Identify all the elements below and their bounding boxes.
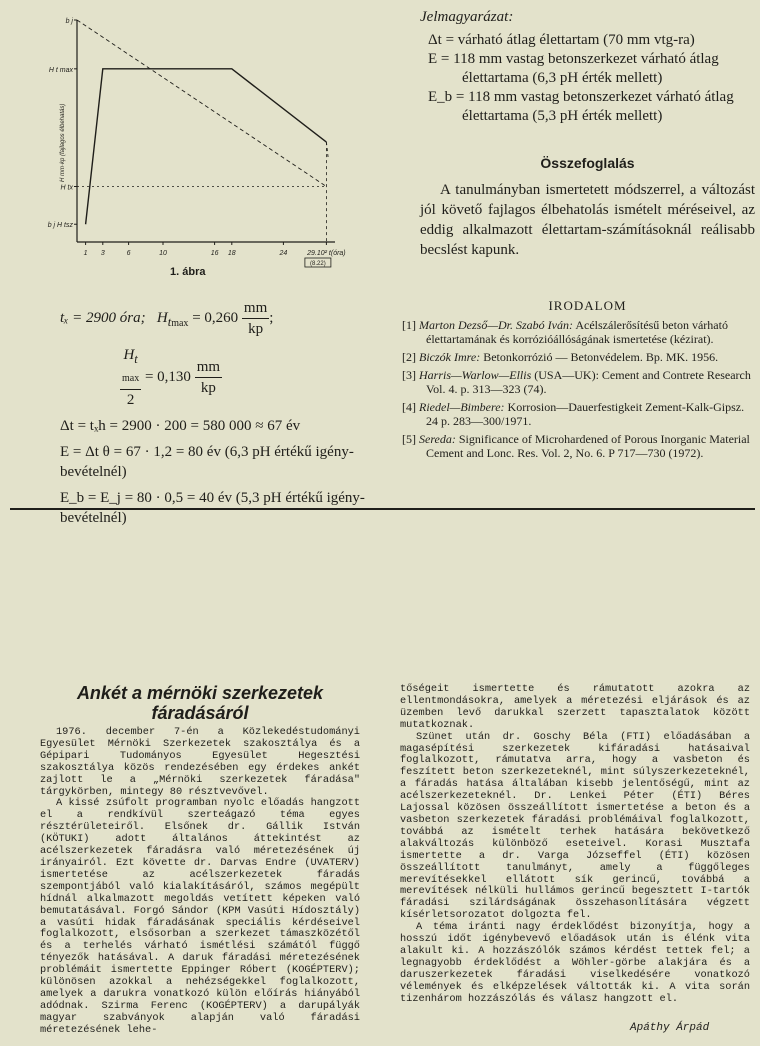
article-paragraph: Szünet után dr. Goschy Béla (FTI) előadásában a magasépítési szerkezetek kifáradási hatásaival foglalkozott, rámutatva arra, hogy a vasbeton és feszített beton szerkezeteknél, mint súlyszerkezeteknél, a fáradás hatása általában kisebb jelentőségű, mint az acélszerkezeteknél. Dr. Lenkei Péter (ÉTI) Béres Lajossal közösen összeállított ismertetése a beton és a vasbeton szerkezetek fáradási problémáival foglalkozott, továbbá az ismételt terhek hatására bekövetkező alakváltozás különböző eseteivel. Korasi Musztafa ismertette a dr. Varga Józseffel (ÉTI) közösen összeállított tanulmányt, amely a függőleges merevítésekkel ellátott sík gerincű, továbbá a merevítések nélküli hullámos gerincű begesztett I-tartók fáradási szilárdságának összehasonlítására végzett kísérletsorozatot dolgozta fel.: [400, 730, 750, 922]
article-paragraph: 1976. december 7-én a Közlekedéstudományi Egyesület Mérnöki Szerkezetek szakosztálya és a Gépipari Tudományos Egyesület Hegesztési szakosztálya közös rendezésében egy érdekes ankét zajlott le a „Mérnöki szerkezetek fáradása" tárgykörben, mintegy 80 résztvevővel.: [40, 726, 360, 798]
unit-den-2: kp: [200, 380, 216, 396]
formula-line-2: [60, 345, 400, 410]
x-tick-label: 1: [83, 250, 88, 257]
article-author: Apáthy Árpád: [630, 1022, 710, 1034]
reference-item: [2] Biczók Imre: Betonkorrózió — Betonvédelem. Bp. MK. 1956.: [402, 350, 719, 364]
references-title: IRODALOM: [548, 298, 627, 313]
h-subsub: max: [171, 317, 189, 329]
article-column-1: [40, 727, 360, 1037]
solid-series-line: [86, 69, 327, 224]
legend-title: Jelmagyarázat:: [420, 9, 514, 25]
legend: [420, 8, 755, 126]
x-tick-label: 10: [159, 250, 167, 257]
article-title: Ankét a mérnöki szerkezetek fáradásáról: [76, 683, 324, 723]
x-tick-label: 29.10² t(óra): [307, 250, 346, 257]
x-tick-label: 3: [100, 250, 105, 257]
semicolon: ;: [269, 309, 274, 326]
y-tick-label: b j H tsz: [47, 222, 73, 230]
summary-title: Összefoglalás: [540, 155, 635, 171]
formula-line-5: E_b = E_j = 80 · 0,5 = 40 év (5,3 pH értékű igény-bevételnél): [60, 490, 365, 526]
x-tick-label: 16: [210, 250, 219, 257]
legend-item: E = 118 mm vastag betonszerkezet várható átlag élettartama (6,3 pH érték mellett): [428, 51, 719, 86]
stamp-text: (8.22): [310, 261, 326, 267]
legend-item: E_b = 118 mm vastag betonszerkezet várható átlag élettartama (5,3 pH érték mellett): [428, 89, 734, 124]
section-divider: [10, 508, 755, 510]
article-paragraph: A kissé zsúfolt programban nyolc előadás hangzott el a rendkívül szerteágazó téma egyes résztérületeiről. Elsőnek dr. Gállik István (KÖTUKI) adott általános áttekintést az acélszerkezetek fáradásra való méretezésének új irányairól. Ezt követte dr. Darvas Endre (UVATERV) ismertetése az acélszerkezetek fáradás szempontjából való kialakításáról, számos megépült hídnál alkalmazott megoldás vetített képeken való bemutatásával. Forgó Sándor (KPM Vasúti Hídosztály) a vasúti hidak fáradásának speciális kérdéseivel foglalkozott, elsősorban a szerkezet támaszközétől és a terhelés várható ismétlési számától függő tényezők hatásával. A daruk fáradási méretezésének problémáit ismertette Eppinger Róbert (KOGÉPTERV); különösen azokkal a nehézségekkel foglalkozott, amelyek a darukra vonatkozó külön előírás hiányából adódnak. Szirma Ferenc (KOGÉPTERV) a darupályák magyar szabványok alapján való fáradási méretezésének lehe-: [40, 797, 360, 1036]
denominator-two: 2: [126, 392, 135, 408]
y-tick-label: H tx: [60, 184, 73, 192]
unit-num: mm: [242, 298, 269, 319]
y-tick-label: H t max: [48, 66, 73, 74]
summary-text: A tanulmányban ismertetett módszerrel, a változást jól követő fajlagos élbehatolás ismételt méréseivel, az eddig alkalmazott élettartam-számításoknál reálisabb becslést kapunk.: [420, 182, 755, 258]
reference-item: [5] Sereda: Significance of Microhardened of Porous Inorganic Material Cement and Lonc. Res. Vol. 2, No. 6. P 717—730 (1972).: [402, 432, 750, 460]
h-symbol-2: H: [123, 347, 135, 363]
references-list: [402, 318, 752, 464]
formula-block: [60, 298, 400, 534]
h-symbol: H: [156, 309, 168, 326]
article-paragraph: A téma iránti nagy érdeklődést bizonyítja, hogy a hosszú időt igénybevevő előadások után is élénk vita alakult ki. A hozzászólók számos kérdést tettek fel; a legnagyobb érdeklődést a Wöhler-görbe alakjára és a daruszerkezetek fáradási viselkedésére vonatkozó vélemények és elképzelések váltották ki. A vita során tizenhárom hozzászólás és válasz hangzott el.: [400, 921, 750, 1005]
reference-item: [3] Harris—Warlow—Ellis (USA—UK): Cement and Contrete Research Vol. 4. p. 313—323 (74).: [402, 368, 751, 396]
unit-fraction-2: [195, 357, 222, 398]
legend-item: Δt = várható átlag élettartam (70 mm vtg-ra): [428, 32, 695, 48]
article-column-2: [400, 684, 750, 1005]
unit-den: kp: [248, 321, 264, 337]
article-paragraph: tőségeit ismertette és rámutatott azokra az ellentmondásokra, amelyek a méretezési eljárások és az üzemben levő darukkal szerzett tapasztalatok között mutatkoznak.: [400, 683, 750, 731]
h-sub: t: [167, 314, 172, 329]
x-tick-label: 6: [126, 250, 131, 257]
unit-num-2: mm: [195, 357, 222, 378]
reference-item: [1] Marton Dezső—Dr. Szabó Iván: Acélszálerősítésű beton várható élettartamának és korrózióállóságának ismertetése (kézirat).: [402, 318, 728, 346]
dashed-trend-line: [77, 20, 326, 187]
x-tick-label: 18: [227, 250, 236, 257]
x-tick-label: 24: [279, 250, 288, 257]
h-max-value: = 0,260: [192, 309, 239, 326]
unit-fraction: [242, 298, 269, 339]
formula-line-1: [60, 298, 400, 339]
figure-caption: 1. ábra: [170, 266, 206, 278]
formula-line-3: Δt = tₓh = 2900 · 200 = 580 000 ≈ 67 év: [60, 418, 301, 434]
tx-value: tₓ = 2900 óra;: [60, 309, 146, 326]
half-fraction: [120, 345, 141, 410]
life-expectancy-chart: [47, 10, 355, 275]
h-sub-2: t: [134, 352, 138, 366]
h-subsub-2: max: [122, 373, 140, 384]
formula-line-4: E = Δt θ = 67 · 1,2 = 80 év (6,3 pH értékű igény-bevételnél): [60, 444, 354, 480]
reference-item: [4] Riedel—Bimbere: Korrosion—Dauerfestigkeit Zement-Kalk-Gipsz. 24 p. 283—300/1971.: [402, 400, 745, 428]
half-value: = 0,130: [144, 368, 191, 385]
y-tick-label: b j: [65, 18, 73, 25]
y-axis-label: H mm·kp (fajlagos élbehatás): [60, 103, 66, 182]
